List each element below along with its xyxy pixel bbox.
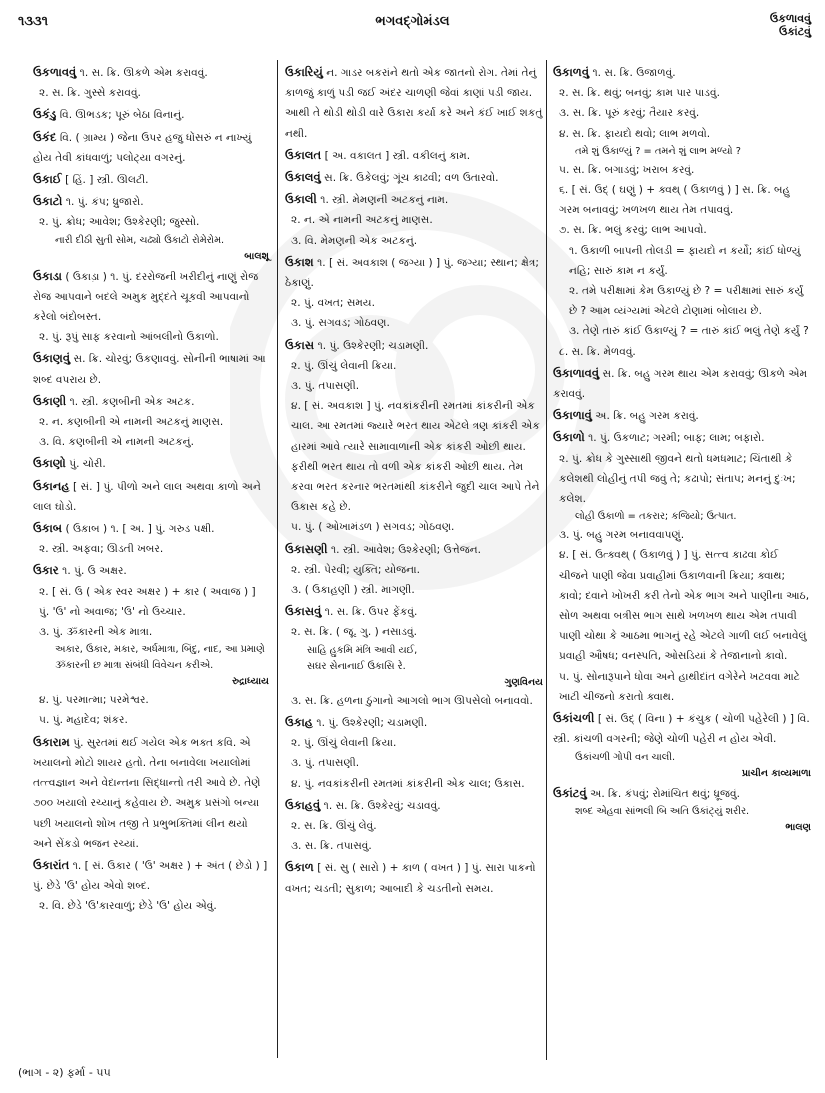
dictionary-entry <box>33 169 269 190</box>
headword: ઉકાહ <box>285 714 314 729</box>
sense-line: ૩. પું. ૐકારની એક માત્રા. <box>39 626 153 639</box>
sense-line: ૮. સ. ક્રિ. મેળવવું. <box>559 345 636 358</box>
definition-text: ૧. [ સં. ઉકાર ( 'ઉ' અક્ષર ) + અંત ( છેડો ) ] પું. છેડે 'ઉ' હોય એવો શબ્દ. <box>33 859 268 893</box>
citation-source: રુદ્રાધ્યાય <box>232 676 269 688</box>
sense-line: ૬. [ સં. ઉદ્ ( ઘણું ) + ક્વથ્ ( ઉકાળવું ) ] સ. ક્રિ. બહુ ગરમ બનાવવું; ખળખળ થાય તેમ તપાવવું. <box>559 184 791 217</box>
headword: ઉકાલી <box>285 192 317 207</box>
column-2 <box>285 62 543 900</box>
headword: ઉકાસવું <box>285 604 322 619</box>
dictionary-entry <box>285 62 543 144</box>
sense-line: ૨. સ. ક્રિ. ઊંચું લેવું. <box>291 819 377 832</box>
dictionary-entry <box>285 252 543 334</box>
entry-first-line <box>33 560 269 581</box>
sense-line: ૩. ( ઉકાહ઼ણી ) સ્ત્રી. માગણી. <box>291 584 415 597</box>
sense-line: ૨. પું. ઊંચું લેવાની ક્રિયા. <box>291 359 397 372</box>
headword: ઉકાળાવું <box>553 408 592 423</box>
definition-text: અ. ક્રિ. બહુ ગરમ કરાવું. <box>595 410 699 423</box>
entry-first-line <box>33 104 269 125</box>
headword: ઉકાલવું <box>285 170 321 185</box>
sense-line: ૨. [ સં. ઉ ( એક સ્વર અક્ષર ) + કાર ( અવાજ ) ] પું. 'ઉ' નો અવાજ; 'ઉ' નો ઉચ્ચાર. <box>39 585 256 618</box>
citation-quote: ઉકાંચળી ગોપી વન ચાલી. <box>575 751 676 763</box>
definition-text: [ સં. સુ ( સારો ) + કાળ ( વખત ) ] પું. સારા પાકનો વખત; ચડતી; સુકાળ; આબાદી કે ચડતીનો સમય. <box>285 862 536 895</box>
dictionary-entry <box>33 732 269 854</box>
dictionary-entry <box>33 476 269 517</box>
sense-line: ૫. પું. સોનારૂપાને ધોવા અને હાથીદાંત વગેરેને ખટવવા માટે ખાટી ચીજનો કરાતો ક્વાથ. <box>559 670 800 703</box>
definition-text: ૧. પું. ઉશ્કેરણી; ચડામણી. <box>317 339 429 352</box>
headword: ઉકાબ <box>33 521 63 536</box>
dictionary-entry <box>33 855 269 917</box>
citation-source: ગુણવિનય <box>504 676 543 688</box>
definition-text: અ. ક્રિ. કંપવું; રોમાંચિત થવું; ધ્રૂજવું. <box>590 787 741 800</box>
dictionary-entry <box>553 405 811 426</box>
guide-word-first: ઉકળાવવું <box>769 12 811 25</box>
sense-line: ૪. સ. ક્રિ. ફાયદો થવો; લાભ મળવો. <box>559 127 711 140</box>
headword: ઉકાળ <box>285 860 314 875</box>
entry-first-line <box>33 732 269 854</box>
dictionary-entry <box>285 145 543 166</box>
definition-text: વિ. ઊભડક; પૂરું બેઠા વિનાનું. <box>59 109 185 122</box>
dictionary-entry <box>33 62 269 103</box>
sense-line: ૨. પું. ઊંચું લેવાની ક્રિયા. <box>291 737 397 750</box>
entry-first-line <box>553 427 811 448</box>
definition-text: ૧. પું. ઉશ્કેરણી; ચડામણી. <box>316 716 428 729</box>
sense-line: ૩. પું. બહુ ગરમ બનાવવાપણું. <box>559 529 685 542</box>
dictionary-entry <box>33 391 269 453</box>
entry-first-line <box>553 62 811 83</box>
definition-text: ન. ગાડર બકરાંને થતો એક જાતનો રોગ. તેમાં તેનું કાળજું કાળું પડી જઈ અંદર ચાળણી જેવાં કાણાં પડી જાય. આથી તે થોડી થોડી વારે ઉકારા કર્યા કરે અને કંઈ ખાઈ શકતું નથી. <box>285 67 543 140</box>
entry-first-line <box>33 348 269 389</box>
definition-text: ૧. પું. ઉ અક્ષર. <box>62 565 127 578</box>
headword: ઉકાણવું <box>33 351 71 366</box>
definition-text: ૧. [ સં. અવકાશ ( જગ્યા ) ] પું. જગ્યા; સ્થાન; ક્ષેત્ર; ઠેકાણું. <box>285 256 539 290</box>
usage-example: ૧. ઉકાળી બાપની તોલડી = ફાયદો ન કર્યો; કાંઈ ધોળ્યું નહિ; સારું કામ ન કર્યું. <box>569 244 801 277</box>
page-footer: (ભાગ - ૨) ફર્મા - ૫૫ <box>18 1066 111 1079</box>
definition-text: [ સં. ઉદ્ ( વિના ) + કંચુક ( ચોળી પહેરેલી ) ] વિ. સ્ત્રી. કાંચળી વગરની; જેણે ચોળી પહેરી ન હોય એવી. <box>553 713 810 746</box>
sense-line: ૪. [ સં. ઉત્ક્વથ્ ( ઉકાળવું ) ] પું. સત્ત્વ કાઢવા કોઈ ચીજને પાણી જેવા પ્રવાહીમાં ઉકાળવાની ક્રિયા; ક્વાથ; કાવો; દવાને ખોખરી કરી તેનો એક ભાગ અને પાણીના આઠ, સોળ અથવા બત્રીસ ભાગ સાથે ખળખળ થાય એમ તપાવી પાણી ચોથા કે આઠમા ભાગનું રહે એટલે ગાળી લઈ બનાવેલું પ્રવાહી ઔષધ; વનસ્પતિ, ઓસડિયાં કે તેજાનાનો કાવો. <box>559 549 810 663</box>
dictionary-entry <box>553 783 811 836</box>
definition-text: ૧. સ. ક્રિ. ઉપર ફેંકવું. <box>324 606 418 619</box>
headword: ઉકાળવું <box>553 65 590 79</box>
definition-text: [ સં. ] પું. પીળો અને લાલ અથવા કાળો અને લાલ ઘોડો. <box>33 480 261 513</box>
definition-text: ૧. સ. ક્રિ. ઉશ્કેરવું; ચડાવવું. <box>323 799 441 812</box>
headword: ઉકાણી <box>33 393 67 408</box>
entry-first-line <box>33 127 269 168</box>
headword: ઉકાણો <box>33 456 66 471</box>
entry-first-line <box>33 191 269 212</box>
entry-first-line <box>33 169 269 190</box>
entry-first-line <box>285 145 543 166</box>
dictionary-entry <box>553 62 811 362</box>
dictionary-entry <box>285 601 543 711</box>
sense-line: ૭. સ. ક્રિ. ભલું કરવું; લાભ આપવો. <box>559 224 707 237</box>
sense-line: ૩. સ. ક્રિ. હળના ઠુંગાનો આગલો ભાગ ઊપસેલો બનાવવો. <box>291 694 533 707</box>
citation-source: પ્રાચીન કાવ્યમાળા <box>741 767 811 779</box>
headword: ઉકંડુ <box>33 107 57 122</box>
citation-quote: અકાર, ઉકાર, મકાર, અર્ધમાત્રા, બિંદુ, નાદ, આ પ્રમાણે ૐકારની છ માત્રા સંબંધી વિવેચન કરીએ. <box>55 644 265 672</box>
column-divider-2 <box>546 60 547 1060</box>
dictionary-entry <box>33 518 269 559</box>
definition-text: વિ. ( ગ્રામ્ય ) જેના ઉપર હજુ ધોંસરું ન નાખ્યું હોય તેવી કાંધવાળું; પલોટ્યા વગરનું. <box>33 131 252 164</box>
headword: ઉકાળો <box>553 430 585 445</box>
headword: ઉકાડા <box>33 268 62 283</box>
definition-text: સ. ક્રિ. બહુ ગરમ થાય એમ કરાવવું; ઊકળે એમ કરાવવું. <box>553 367 808 401</box>
entry-first-line <box>285 795 543 816</box>
sense-line: ૨. પું. વખત; સમય. <box>291 297 375 310</box>
definition-text: પું. ચોરી. <box>69 458 106 471</box>
entry-first-line <box>33 855 269 896</box>
dictionary-entry <box>285 189 543 251</box>
citation-quote: સઘર સેનાનાઈ ઉકાસિ રે. <box>307 660 406 672</box>
entry-first-line <box>285 252 543 293</box>
dictionary-entry <box>553 363 811 404</box>
entry-first-line <box>285 62 543 144</box>
sense-line: ૨. ન. કણબીની એ નામની અટકનું માણસ. <box>39 416 224 429</box>
headword: ઉકાઈ <box>33 172 62 187</box>
headword: ઉકાસણી <box>285 541 328 556</box>
sense-line: ૨. વિ. છેડે 'ઉ'કારવાળું; છેડે 'ઉ' હોય એવું. <box>39 900 217 913</box>
sense-line: ૪. પું. નવકાંકરીની રમતમાં કાંકરીની એક ચાલ; ઉકાસ. <box>291 777 525 790</box>
definition-text: ૧. સ. ક્રિ. ઉજાળવું. <box>592 67 676 79</box>
entry-first-line <box>33 62 269 83</box>
dictionary-entry <box>553 427 811 707</box>
definition-text: ૧. પું. ઉકળાટ; ગરમી; બાફ; લામ; બફારો. <box>588 432 765 445</box>
headword: ઉકાહવું <box>285 797 321 812</box>
definition-text: ૧. સ્ત્રી. મેમણની અટકનું નામ. <box>320 194 449 207</box>
dictionary-entry <box>33 104 269 125</box>
entry-first-line <box>553 783 811 804</box>
dictionary-entry <box>553 708 811 781</box>
entry-first-line <box>285 189 543 210</box>
usage-example: ૩. તેણે તારું કાંઈ ઉકાળ્યું ? = તારું કાંઈ ભલું તેણે કર્યું ? <box>569 325 809 338</box>
headword: ઉકાલત <box>285 147 322 162</box>
column-3 <box>553 62 811 837</box>
page-header <box>0 0 825 50</box>
headword: ઉકારામ <box>33 734 70 749</box>
sense-line: ૪. પું. પરમાત્મા; પરમેશ્વર. <box>39 694 149 707</box>
entry-first-line <box>553 405 811 426</box>
headword: ઉકારિયું <box>285 65 323 79</box>
entry-first-line <box>285 712 543 733</box>
entry-first-line <box>285 167 543 188</box>
dictionary-entry <box>285 795 543 857</box>
column-divider-1 <box>277 60 278 1058</box>
guide-word-last: ઉકાંટવું <box>778 25 811 38</box>
citation-quote: લોહી ઉકાળો = તકરાર; કજિયો; ઉત્પાત. <box>575 511 737 523</box>
citation-quote: સાહિ હુકમિ મંત્રિ આવી યઈ, <box>307 644 418 656</box>
sense-line: ૫. પું. મહાદેવ; શંકર. <box>39 714 128 727</box>
headword: ઉકારાંત <box>33 857 70 872</box>
sense-line: ૩. પું. તપાસણી. <box>291 757 360 770</box>
sense-line: ૨. પું. ક્રોધ કે ગુસ્સાથી જીવને થતો ધમધમાટ; ચિંતાથી કે કલેશથી લોહીનું તપી જવું તે; કઢાપો; સંતાપ; મનનું દુઃખ; કલેશ. <box>559 452 796 506</box>
definition-text: ૧. સ્ત્રી. કણબીની એક અટક. <box>69 395 195 408</box>
entry-first-line <box>285 857 543 898</box>
headword: ઉકાર <box>33 563 59 578</box>
guide-words <box>770 12 811 38</box>
definition-text: ( ઉક઼ાબ ) ૧. [ અ. ] પું. ગરુડ પક્ષી. <box>65 523 215 536</box>
entry-first-line <box>285 539 543 560</box>
dictionary-entry <box>285 539 543 601</box>
entry-first-line <box>553 363 811 404</box>
entry-first-line <box>33 476 269 517</box>
sense-line: ૨. પું. રૂપું સાફ કરવાનો આંબલીનો ઉકાળો. <box>39 331 219 344</box>
sense-line: ૫. પું. ( ઓખામંડળ ) સગવડ; ગોઠવણ. <box>291 521 455 534</box>
sense-line: ૨. સ્ત્રી. પેરવી; યુક્તિ; યોજના. <box>291 563 420 576</box>
running-title: ભગવદ્ગોમંડલ <box>375 14 450 29</box>
sense-line: ૨. પું. ક્રોધ; આવેશ; ઉશ્કેરણી; જુસ્સો. <box>39 216 200 229</box>
headword: ઉકાસ <box>285 337 315 352</box>
entry-first-line <box>33 391 269 412</box>
citation-source: ભાલણ <box>785 821 811 833</box>
definition-text: પું. સુરતમાં થઈ ગયેલ એક ભક્ત કવિ. એ ખયાલનો મોટો શાયર હતો. તેના બનાવેલા ખયાલોમાં તત્ત્વજ્ઞાન અને વેદાન્તના સિદ્ધાન્તો તરી આવે છે. તેણે ૭૦૦ ખયાલો રચ્યાનું કહેવાય છે. અમુક પ્રસંગો બન્યા પછી ખયાલનો શોખ તજી તે પ્રભુભક્તિમાં લીન થયો અને સેંકડો ભજન રચ્યાં. <box>33 736 261 850</box>
headword: ઉકાંચળી <box>553 711 595 726</box>
definition-text: [ અ. વકાલત ] સ્ત્રી. વકીલનું કામ. <box>324 149 471 162</box>
dictionary-entry <box>33 127 269 168</box>
entry-first-line <box>33 453 269 474</box>
page-number: ૧૩૩૧ <box>18 14 49 29</box>
headword: ઉકાશ <box>285 254 314 269</box>
sense-line: ૪. [ સં. અવકાશ ] પું. નવકાંકરીની રમતમાં કાંકરીની એક ચાલ. આ રમતમાં જ્યારે ભરત થાય એટલે ત્રણ કાંકરી એક હારમાં આવે ત્યારે સામાવાળાની એક કાંકરી ઓછી થાય. ફરીથી ભરત થાય તો વળી એક કાંકરી ઓછી થાય. તેમ કરવા ભરત કરનાર ભરતમાંથી કાંકરીને જુદી ચાલ આપે તેને ઉકાસ કહે છે. <box>291 400 540 514</box>
entry-first-line <box>285 335 543 356</box>
citation-quote: તમે શું ઉકાળ્યું ? = તમને શું લાભ મળ્યો ? <box>575 145 741 157</box>
sense-line: ૫. સ. ક્રિ. બગાડવું; ખરાબ કરવું. <box>559 163 695 176</box>
sense-line: ૩. વિ. મેમણની એક અટકનું. <box>291 234 418 247</box>
sense-line: ૨. સ. ક્રિ. થવું; બનવું; કામ પાર પાડવું. <box>559 87 720 100</box>
dictionary-entry <box>285 167 543 188</box>
entry-first-line <box>285 601 543 622</box>
dictionary-entry <box>285 335 543 538</box>
sense-line: ૩. પું. તપાસણી. <box>291 380 360 393</box>
dictionary-entry <box>33 453 269 474</box>
definition-text: [ હિં. ] સ્ત્રી. ઊલટી. <box>65 174 149 187</box>
headword: ઉકંદ <box>33 129 57 144</box>
dictionary-entry <box>33 560 269 730</box>
definition-text: ૧. સ. ક્રિ. ઊકળે એમ કરાવવું. <box>79 67 208 79</box>
headword: ઉકળાવવું <box>33 65 77 79</box>
entry-first-line <box>33 266 269 328</box>
column-1 <box>33 62 269 918</box>
headword: ઉકાળાવવું <box>553 365 600 380</box>
sense-line: ૩. સ. ક્રિ. પૂરું કરવું; તૈયાર કરવું. <box>559 107 700 120</box>
sense-line: ૨. સ. ક્રિ. ( જૂ. ગુ. ) નસાડવું. <box>291 626 417 639</box>
citation-source: બાલશૂ <box>244 250 269 262</box>
sense-line: ૩. સ. ક્રિ. તપાસવું. <box>291 840 372 853</box>
headword: ઉકાટો <box>33 194 63 209</box>
definition-text: સ. ક્રિ. ચોરવું; ઉકણાવવું. સોનીની ભાષામાં આ શબ્દ વપરાય છે. <box>33 353 266 386</box>
headword: ઉકાનહ <box>33 478 70 493</box>
entry-first-line <box>33 518 269 539</box>
dictionary-entry <box>33 266 269 348</box>
headword: ઉકાંટવું <box>553 785 587 800</box>
sense-line: ૨. સ. ક્રિ. ગુસ્સે કરાવવું. <box>39 87 141 100</box>
definition-text: સ. ક્રિ. ઉકેલવું; ગૂંચ કાઢવી; વળ ઉતારવો. <box>324 172 499 185</box>
usage-example: ૨. તમે પરીક્ષામાં કેમ ઉકાળ્યું છે ? = પરીક્ષામાં સારું કર્યું છે ? આમ વ્યંગ્યમાં એટલે ટોણામાં બોલાય છે. <box>569 285 804 318</box>
citation-quote: શબ્દ એહવા સાંભલી બિ અતિ ઉકાંટ્યું શરીર. <box>575 805 750 817</box>
entry-first-line <box>553 708 811 749</box>
definition-text: ( ઉકાડ઼ા ) ૧. પું. દરરોજની ખરીદીનું નાણું રોજ રોજ આપવાને બદલે અમુક મુદ્દતે ચૂકવી આપવાનો કરેલો બંદોબસ્ત. <box>33 270 259 324</box>
sense-line: ૨. સ્ત્રી. અફવા; ઊડતી ખબર. <box>39 543 164 556</box>
sense-line: ૩. વિ. કણબીની એ નામની અટકનું. <box>39 436 194 449</box>
dictionary-entry <box>33 191 269 264</box>
definition-text: ૧. પું. કંપ; ધ્રુજારો. <box>65 196 144 209</box>
sense-line: ૩. પું. સગવડ; ગોઠવણ. <box>291 317 390 330</box>
dictionary-entry <box>285 857 543 898</box>
citation-quote: નારી દીઠી સુતી સોમ, ચઢ્યો ઉકાટો રોમેરોમ. <box>55 234 225 246</box>
dictionary-entry <box>285 712 543 794</box>
dictionary-entry <box>33 348 269 389</box>
definition-text: ૧. સ્ત્રી. આવેશ; ઉશ્કેરણી; ઉત્તેજન. <box>330 543 482 556</box>
sense-line: ૨. ન. એ નામની અટકનું માણસ. <box>291 214 433 227</box>
